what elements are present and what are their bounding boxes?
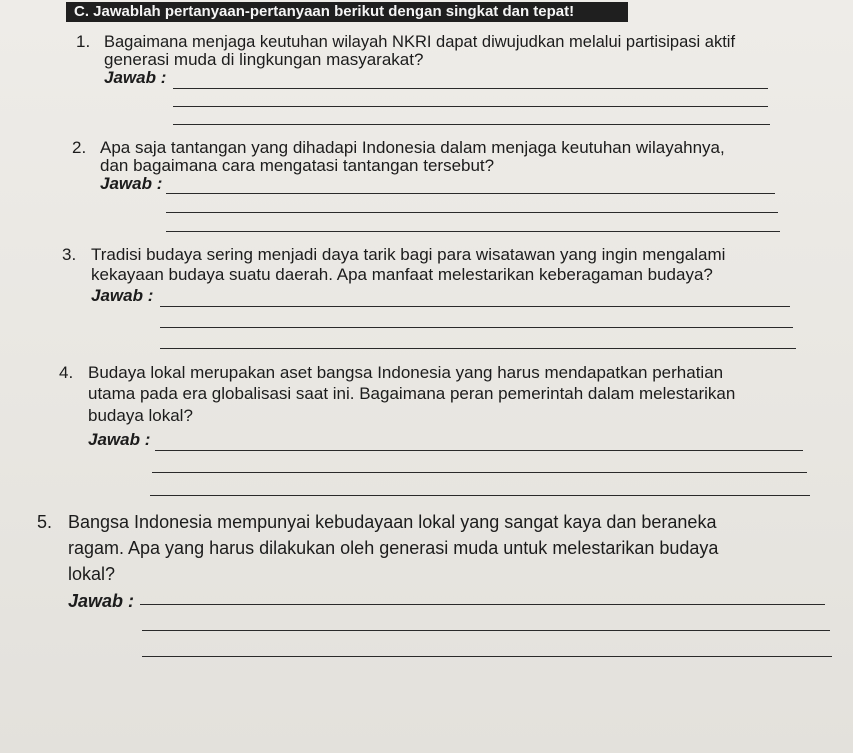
- question-text-line: dan bagaimana cara mengatasi tantangan tersebut?: [100, 156, 495, 175]
- answer-line[interactable]: [160, 306, 790, 307]
- answer-line[interactable]: [152, 472, 807, 473]
- question-number: 2.: [72, 138, 87, 157]
- answer-label: Jawab :: [100, 174, 163, 193]
- question-text-line: Tradisi budaya sering menjadi daya tarik bagi para wisatawan yang ingin mengalami: [91, 245, 726, 264]
- question-text-line: Bangsa Indonesia mempunyai kebudayaan lokal yang sangat kaya dan beraneka: [68, 512, 717, 532]
- question-number: 3.: [62, 245, 77, 264]
- answer-line[interactable]: [166, 231, 780, 232]
- answer-label: Jawab :: [68, 591, 135, 611]
- answer-label: Jawab :: [88, 430, 151, 449]
- question-number: 1.: [76, 32, 91, 51]
- answer-label: Jawab :: [104, 68, 167, 87]
- question-text-line: generasi muda di lingkungan masyarakat?: [104, 50, 424, 69]
- answer-line[interactable]: [160, 348, 796, 349]
- answer-line[interactable]: [140, 604, 825, 605]
- answer-line[interactable]: [150, 495, 810, 496]
- question-text-line: budaya lokal?: [88, 406, 193, 425]
- section-title: C. Jawablah pertanyaan-pertanyaan berikut dengan singkat dan tepat!: [66, 2, 628, 22]
- answer-line[interactable]: [160, 327, 793, 328]
- answer-line[interactable]: [142, 630, 830, 631]
- answer-line[interactable]: [173, 106, 768, 107]
- question-text-line: Apa saja tantangan yang dihadapi Indonesia dalam menjaga keutuhan wilayahnya,: [100, 138, 725, 157]
- question-number: 5.: [37, 512, 53, 532]
- answer-line[interactable]: [166, 212, 778, 213]
- question-text-line: kekayaan budaya suatu daerah. Apa manfaat melestarikan keberagaman budaya?: [91, 265, 713, 284]
- question-text-line: lokal?: [68, 564, 116, 584]
- answer-line[interactable]: [173, 124, 770, 125]
- answer-line[interactable]: [166, 193, 775, 194]
- question-number: 4.: [59, 363, 74, 382]
- question-text-line: ragam. Apa yang harus dilakukan oleh generasi muda untuk melestarikan budaya: [68, 538, 719, 558]
- answer-label: Jawab :: [91, 286, 154, 305]
- question-text-line: Bagaimana menjaga keutuhan wilayah NKRI dapat diwujudkan melalui partisipasi aktif: [104, 33, 736, 51]
- answer-line[interactable]: [155, 450, 803, 451]
- question-text-line: Budaya lokal merupakan aset bangsa Indonesia yang harus mendapatkan perhatian: [88, 363, 724, 382]
- question-text-line: utama pada era globalisasi saat ini. Bagaimana peran pemerintah dalam melestarikan: [88, 384, 736, 403]
- answer-line[interactable]: [173, 88, 768, 89]
- answer-line[interactable]: [142, 656, 832, 657]
